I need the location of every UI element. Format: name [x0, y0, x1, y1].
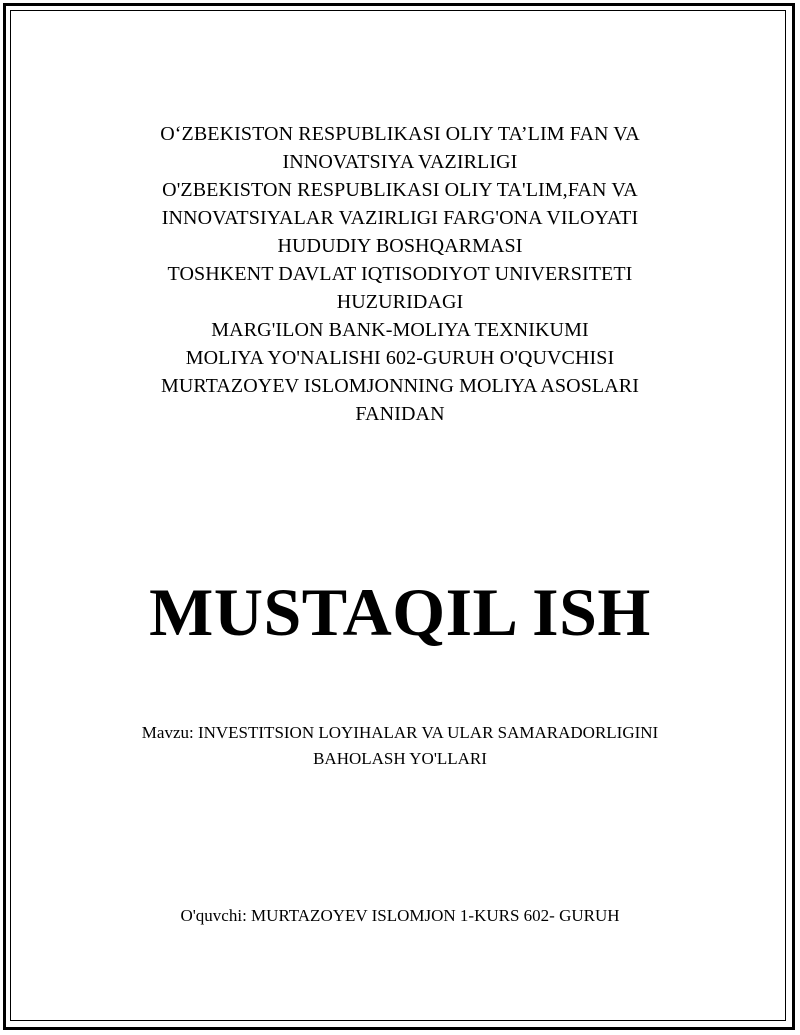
header-line: HUDUDIY BOSHQARMASI: [277, 235, 523, 257]
header-line: HUZURIDAGI: [336, 291, 464, 313]
header-line: MOLIYA YO'NALISHI 602-GURUH O'QUVCHISI: [185, 347, 615, 369]
topic-line: Mavzu: INVESTITSION LOYIHALAR VA ULAR SAMARADORLIGINI: [141, 723, 659, 742]
topic-block: [0, 720, 800, 772]
header-line: MARG'ILON BANK-MOLIYA TEXNIKUMI: [211, 319, 589, 341]
header-line: TOSHKENT DAVLAT IQTISODIYOT UNIVERSITETI: [167, 263, 633, 285]
header-line: FANIDAN: [355, 403, 445, 425]
header-line: O'ZBEKISTON RESPUBLIKASI OLIY TA'LIM,FAN VA: [162, 179, 638, 201]
institution-header: [0, 120, 800, 428]
header-line: MURTAZOYEV ISLOMJONNING MOLIYA ASOSLARI: [161, 375, 639, 397]
header-line: O‘ZBEKISTON RESPUBLIKASI OLIY TA’LIM FAN VA: [160, 123, 640, 145]
document-title: MUSTAQIL ISH: [149, 574, 651, 650]
topic-line: BAHOLASH YO'LLARI: [313, 749, 487, 768]
student-info: O'quvchi: MURTAZOYEV ISLOMJON 1-KURS 602- GURUH: [180, 906, 620, 925]
header-line: INNOVATSIYALAR VAZIRLIGI FARG'ONA VILOYATI: [161, 207, 639, 229]
header-line: INNOVATSIYA VAZIRLIGI: [282, 151, 518, 173]
